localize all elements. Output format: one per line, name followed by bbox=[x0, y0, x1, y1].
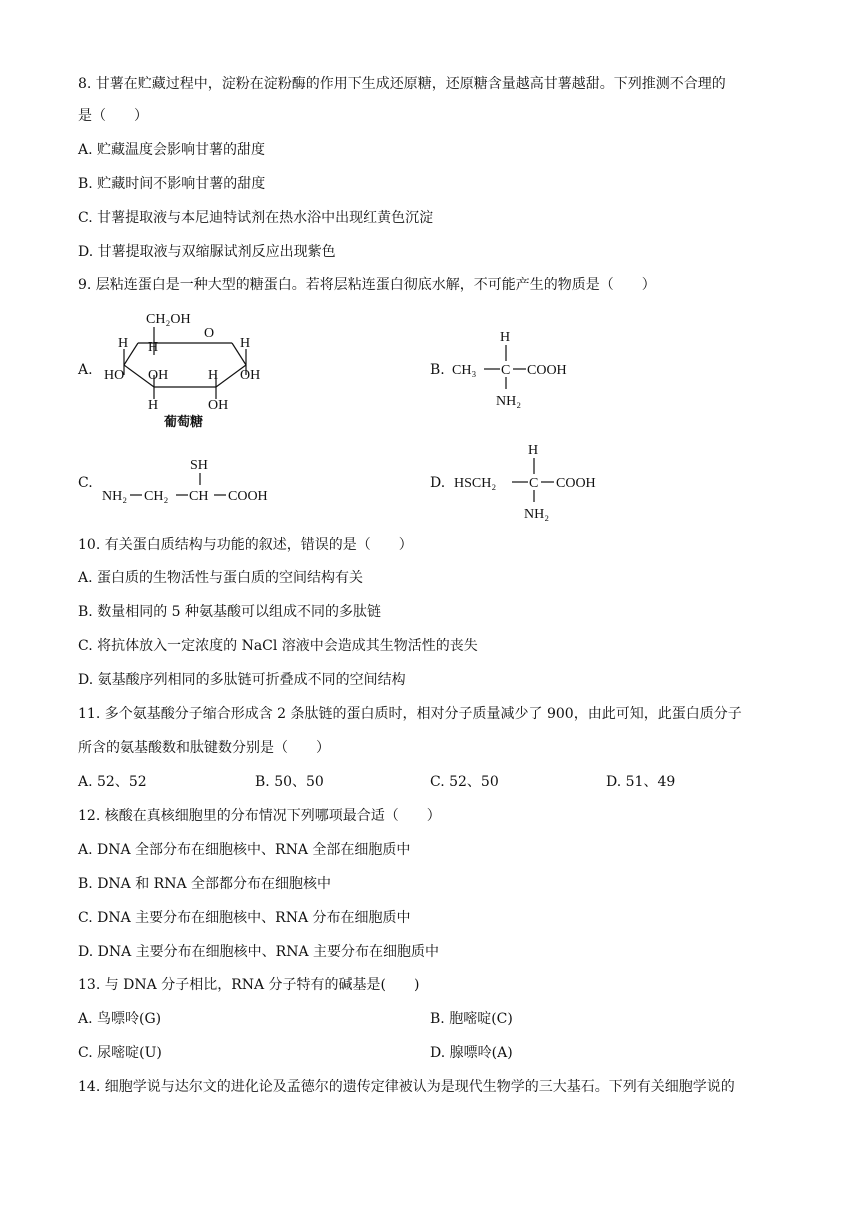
glucose-h-label: H bbox=[240, 336, 251, 351]
glucose-structure-diagram bbox=[96, 305, 286, 430]
q12-option-d: D. DNA 主要分布在细胞核中、RNA 主要分布在细胞质中 bbox=[78, 944, 440, 960]
glucose-h-label: H bbox=[208, 368, 219, 383]
alanine-alpha-carbon-label: C bbox=[501, 363, 511, 378]
q13-option-b: B. 胞嘧啶(C) bbox=[430, 1011, 513, 1027]
alanine-nh2-label: NH₂ bbox=[496, 394, 522, 409]
chain-sh-label: SH bbox=[190, 458, 208, 473]
q10-option-a: A. 蛋白质的生物活性与蛋白质的空间结构有关 bbox=[78, 570, 364, 586]
q9-option-c-letter: C. bbox=[78, 475, 93, 491]
glucose-ho-label: HO bbox=[104, 368, 125, 383]
chain-cooh-label: COOH bbox=[228, 489, 268, 504]
cysteine-alpha-carbon-label: C bbox=[529, 476, 539, 491]
q10-option-b: B. 数量相同的 5 种氨基酸可以组成不同的多肽链 bbox=[78, 604, 381, 620]
q8-stem-line2: 是（ ） bbox=[78, 108, 148, 124]
q9-stem: 9. 层粘连蛋白是一种大型的糖蛋白。若将层粘连蛋白彻底水解，不可能产生的物质是（ ） bbox=[78, 277, 656, 293]
q10-stem: 10. 有关蛋白质结构与功能的叙述，错误的是（ ） bbox=[78, 537, 413, 553]
chain-ch2-label: CH₂ bbox=[144, 489, 169, 504]
alanine-cooh-label: COOH bbox=[527, 363, 567, 378]
glucose-caption: 葡萄糖 bbox=[164, 414, 204, 429]
q9-option-b-letter: B. bbox=[430, 362, 445, 378]
glucose-h-label: H bbox=[148, 398, 159, 413]
q10-option-d: D. 氨基酸序列相同的多肽链可折叠成不同的空间结构 bbox=[78, 672, 406, 688]
amino-chain-structure-diagram bbox=[100, 455, 300, 510]
glucose-ring-oxygen-label: O bbox=[204, 326, 215, 341]
q12-stem: 12. 核酸在真核细胞里的分布情况下列哪项最合适（ ） bbox=[78, 808, 441, 824]
glucose-h-label: H bbox=[118, 336, 129, 351]
q8-option-a: A. 贮藏温度会影响甘薯的甜度 bbox=[78, 142, 266, 158]
q11-option-b: B. 50、50 bbox=[255, 774, 324, 790]
q13-option-a: A. 鸟嘌呤(G) bbox=[78, 1011, 162, 1027]
glucose-oh-label: OH bbox=[208, 398, 229, 413]
q12-option-b: B. DNA 和 RNA 全部都分布在细胞核中 bbox=[78, 876, 332, 892]
cysteine-hsch2-label: HSCH₂ bbox=[454, 476, 497, 491]
glucose-oh-label: OH bbox=[148, 368, 169, 383]
q9-option-a-letter: A. bbox=[78, 362, 93, 378]
cysteine-h-label: H bbox=[528, 443, 539, 458]
q13-option-d: D. 腺嘌呤(A) bbox=[430, 1045, 513, 1061]
q11-option-d: D. 51、49 bbox=[606, 774, 676, 790]
q8-stem-line1: 8. 甘薯在贮藏过程中，淀粉在淀粉酶的作用下生成还原糖，还原糖含量越高甘薯越甜。下列推测不合理的 bbox=[78, 76, 726, 92]
q13-stem: 13. 与 DNA 分子相比，RNA 分子特有的碱基是( ) bbox=[78, 977, 420, 993]
cysteine-cooh-label: COOH bbox=[556, 476, 596, 491]
glucose-oh-label: OH bbox=[240, 368, 261, 383]
q8-option-b: B. 贮藏时间不影响甘薯的甜度 bbox=[78, 176, 266, 192]
q9-option-d-letter: D. bbox=[430, 475, 446, 491]
q8-option-c: C. 甘薯提取液与本尼迪特试剂在热水浴中出现红黄色沉淀 bbox=[78, 210, 434, 226]
q10-option-c: C. 将抗体放入一定浓度的 NaCl 溶液中会造成其生物活性的丧失 bbox=[78, 638, 478, 654]
glucose-ch2oh-label: CH₂OH bbox=[146, 312, 191, 327]
q12-option-c: C. DNA 主要分布在细胞核中、RNA 分布在细胞质中 bbox=[78, 910, 411, 926]
cysteine-nh2-label: NH₂ bbox=[524, 507, 550, 522]
cysteine-structure-diagram bbox=[452, 438, 622, 528]
q12-option-a: A. DNA 全部分布在细胞核中、RNA 全部在细胞质中 bbox=[78, 842, 411, 858]
q8-option-d: D. 甘薯提取液与双缩脲试剂反应出现紫色 bbox=[78, 244, 336, 260]
q11-stem-line2: 所含的氨基酸数和肽键数分别是（ ） bbox=[78, 740, 330, 756]
q14-stem-line1: 14. 细胞学说与达尔文的进化论及孟德尔的遗传定律被认为是现代生物学的三大基石。下列有关细胞学说的 bbox=[78, 1079, 735, 1095]
alanine-h-label: H bbox=[500, 330, 511, 345]
glucose-h-label: H bbox=[148, 340, 159, 355]
q11-option-a: A. 52、52 bbox=[78, 774, 147, 790]
q11-stem-line1: 11. 多个氨基酸分子缩合形成含 2 条肽链的蛋白质时，相对分子质量减少了 900，由此可知，此蛋白质分子 bbox=[78, 706, 742, 722]
q13-option-c: C. 尿嘧啶(U) bbox=[78, 1045, 162, 1061]
alanine-structure-diagram bbox=[450, 325, 600, 415]
q11-option-c: C. 52、50 bbox=[430, 774, 499, 790]
chain-ch-label: CH bbox=[189, 489, 209, 504]
chain-nh2-label: NH₂ bbox=[102, 489, 128, 504]
alanine-ch3-label: CH₃ bbox=[452, 363, 477, 378]
